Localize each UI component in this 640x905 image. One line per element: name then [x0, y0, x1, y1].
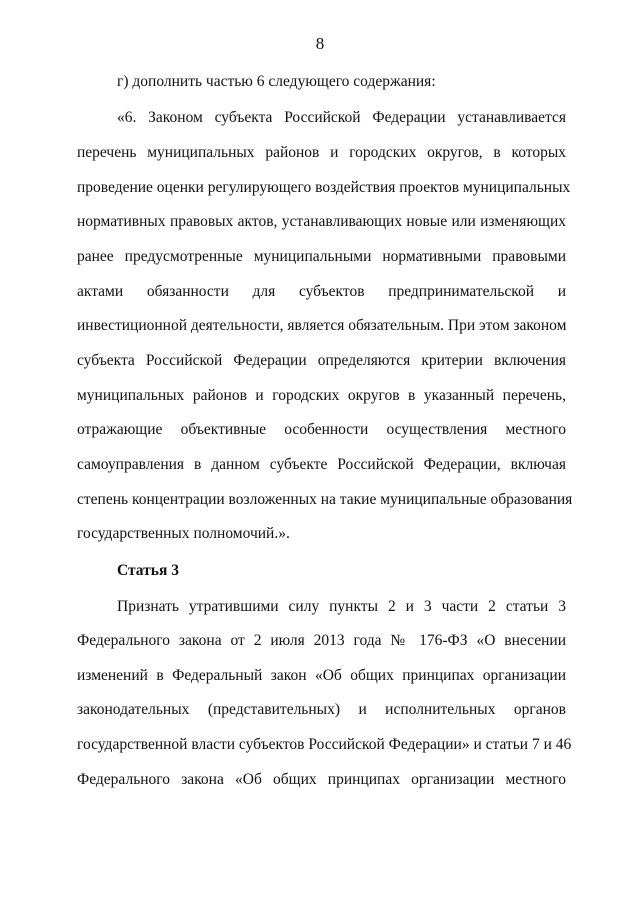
part6-line: актами обязанности для субъектов предпринимательской и: [77, 283, 566, 300]
article3-line: Признать утратившими силу пункты 2 и 3 части 2 статьи 3: [117, 598, 566, 615]
article3-line: Федерального закона «Об общих принципах организации местного: [77, 771, 566, 788]
article3-line: государственной власти субъектов Российской Федерации» и статьи 7 и 46: [77, 736, 572, 753]
part6-line: ранее предусмотренные муниципальными нормативными правовыми: [77, 248, 566, 265]
article3-heading: Статья 3: [117, 562, 179, 579]
article3-line: законодательных (представительных) и исполнительных органов: [77, 701, 566, 718]
page-number: 8: [315, 34, 325, 53]
part6-line: нормативных правовых актов, устанавливающих новые или изменяющих: [77, 213, 566, 230]
article3-line: Федерального закона от 2 июля 2013 года № 176-ФЗ «О внесении: [77, 632, 566, 649]
part6-line: перечень муниципальных районов и городских округов, в которых: [77, 144, 566, 161]
part6-line: государственных полномочий.».: [77, 525, 290, 542]
part6-line: степень концентрации возложенных на такие муниципальные образования: [77, 491, 573, 508]
part6-line: проведение оценки регулирующего воздействия проектов муниципальных: [77, 179, 571, 196]
paragraph-g: г) дополнить частью 6 следующего содержания:: [117, 73, 436, 90]
part6-line: субъекта Российской Федерации определяются критерии включения: [77, 352, 566, 369]
part6-line: самоуправления в данном субъекте Российской Федерации, включая: [77, 456, 566, 473]
part6-line: муниципальных районов и городских округов в указанный перечень,: [77, 387, 566, 404]
article3-line: изменений в Федеральный закон «Об общих принципах организации: [77, 667, 566, 684]
part6-line: отражающие объективные особенности осуществления местного: [77, 421, 566, 438]
part6-line: инвестиционной деятельности, является обязательным. При этом законом: [77, 317, 567, 334]
part6-line: «6. Законом субъекта Российской Федерации устанавливается: [117, 109, 566, 126]
